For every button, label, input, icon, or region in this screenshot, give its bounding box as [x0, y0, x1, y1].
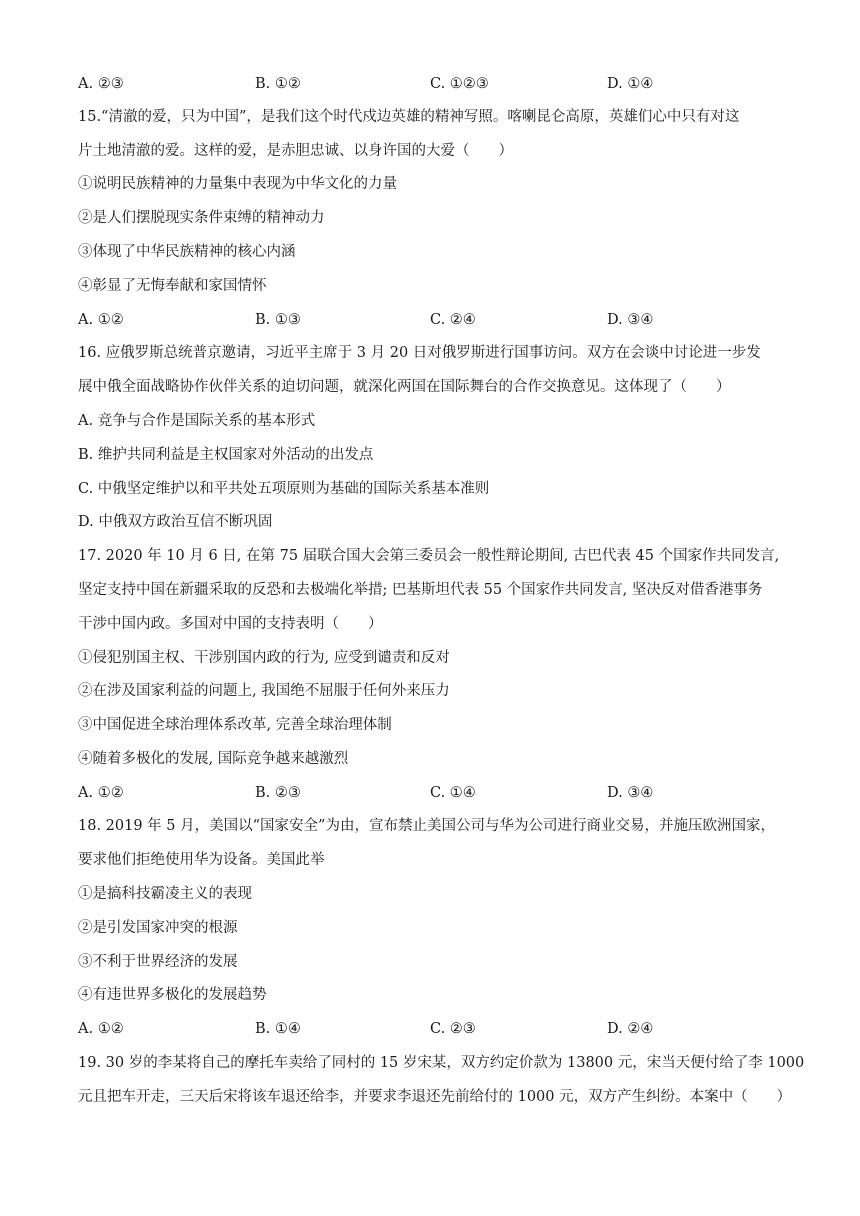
q18-item-2: ②是引发国家冲突的根源 [78, 920, 238, 936]
q18-option-d[interactable]: D. ②④ [607, 1021, 654, 1037]
q18-option-c[interactable]: C. ②③ [430, 1021, 476, 1037]
q17-item-4: ④随着多极化的发展, 国际竞争越来越激烈 [78, 751, 349, 767]
q15-option-c[interactable]: C. ②④ [430, 312, 476, 328]
q17-options [78, 783, 788, 803]
q18-options [78, 1019, 788, 1039]
q15-options [78, 310, 788, 330]
q14-options [78, 74, 788, 94]
q18-item-3: ③不利于世界经济的发展 [78, 954, 238, 970]
q18-item-1: ①是搞科技霸凌主义的表现 [78, 886, 252, 902]
q17-item-2: ②在涉及国家利益的问题上, 我国绝不屈服于任何外来压力 [78, 683, 450, 699]
q18-stem-line-2: 要求他们拒绝使用华为设备。美国此举 [78, 852, 325, 868]
q18-option-b[interactable]: B. ①④ [255, 1021, 301, 1037]
q16-stem-line-2: 展中俄全面战略协作伙伴关系的迫切问题，就深化两国在国际舞台的合作交换意见。这体现了（ ） [78, 379, 731, 395]
q15-item-2: ②是人们摆脱现实条件束缚的精神动力 [78, 210, 325, 226]
q15-stem-line-2: 片土地清澈的爱。这样的爱，是赤胆忠诚、以身许国的大爱（ ） [78, 143, 513, 159]
q16-choice-a[interactable]: A. 竞争与合作是国际关系的基本形式 [78, 413, 316, 429]
q14-option-d[interactable]: D. ①④ [607, 76, 654, 92]
q18-item-4: ④有违世界多极化的发展趋势 [78, 987, 267, 1003]
q15-stem-line-1: 15.“清澈的爱，只为中国”，是我们这个时代戍边英雄的精神写照。喀喇昆仑高原，英雄们心中只有对这 [78, 109, 740, 125]
q17-option-b[interactable]: B. ②③ [255, 785, 301, 801]
q15-item-3: ③体现了中华民族精神的核心内涵 [78, 244, 296, 260]
q16-stem-line-1: 16. 应俄罗斯总统普京邀请，习近平主席于 3 月 20 日对俄罗斯进行国事访问。双方在会谈中讨论进一步发 [78, 345, 761, 361]
q15-option-d[interactable]: D. ③④ [607, 312, 654, 328]
q14-option-b[interactable]: B. ①② [255, 76, 301, 92]
q17-option-d[interactable]: D. ③④ [607, 785, 654, 801]
q17-option-a[interactable]: A. ①② [78, 785, 124, 801]
q18-stem-line-1: 18. 2019 年 5 月，美国以“国家安全”为由，宣布禁止美国公司与华为公司进行商业交易，并施压欧洲国家， [78, 818, 775, 834]
q17-stem-line-2: 坚定支持中国在新疆采取的反恐和去极端化举措; 巴基斯坦代表 55 个国家作共同发言, 坚决反对借香港事务 [78, 582, 763, 598]
q15-option-a[interactable]: A. ①② [78, 312, 124, 328]
q15-item-1: ①说明民族精神的力量集中表现为中华文化的力量 [78, 176, 397, 192]
q16-choice-b[interactable]: B. 维护共同利益是主权国家对外活动的出发点 [78, 447, 374, 463]
q15-option-b[interactable]: B. ①③ [255, 312, 301, 328]
q17-item-3: ③中国促进全球治理体系改革, 完善全球治理体制 [78, 717, 392, 733]
q15-item-4: ④彰显了无悔奉献和家国情怀 [78, 278, 267, 294]
q17-stem-line-1: 17. 2020 年 10 月 6 日, 在第 75 届联合国大会第三委员会一般性辩论期间, 古巴代表 45 个国家作共同发言, [78, 548, 780, 564]
q17-option-c[interactable]: C. ①④ [430, 785, 476, 801]
q18-option-a[interactable]: A. ①② [78, 1021, 124, 1037]
q17-item-1: ①侵犯别国主权、干涉别国内政的行为, 应受到谴责和反对 [78, 650, 450, 666]
q14-option-a[interactable]: A. ②③ [78, 76, 124, 92]
q16-choice-d[interactable]: D. 中俄双方政治互信不断巩固 [78, 514, 273, 530]
q17-stem-line-3: 干涉中国内政。多国对中国的支持表明（ ） [78, 616, 383, 632]
q14-option-c[interactable]: C. ①②③ [430, 76, 489, 92]
q16-choice-c[interactable]: C. 中俄坚定维护以和平共处五项原则为基础的国际关系基本准则 [78, 481, 490, 497]
q19-stem-line-2: 元且把车开走，三天后宋将该车退还给李，并要求李退还先前给付的 1000 元，双方产生纠纷。本案中（ ） [78, 1089, 792, 1105]
q19-stem-line-1: 19. 30 岁的李某将自己的摩托车卖给了同村的 15 岁宋某，双方约定价款为 13800 元，宋当天便付给了李 1000 [78, 1055, 805, 1071]
